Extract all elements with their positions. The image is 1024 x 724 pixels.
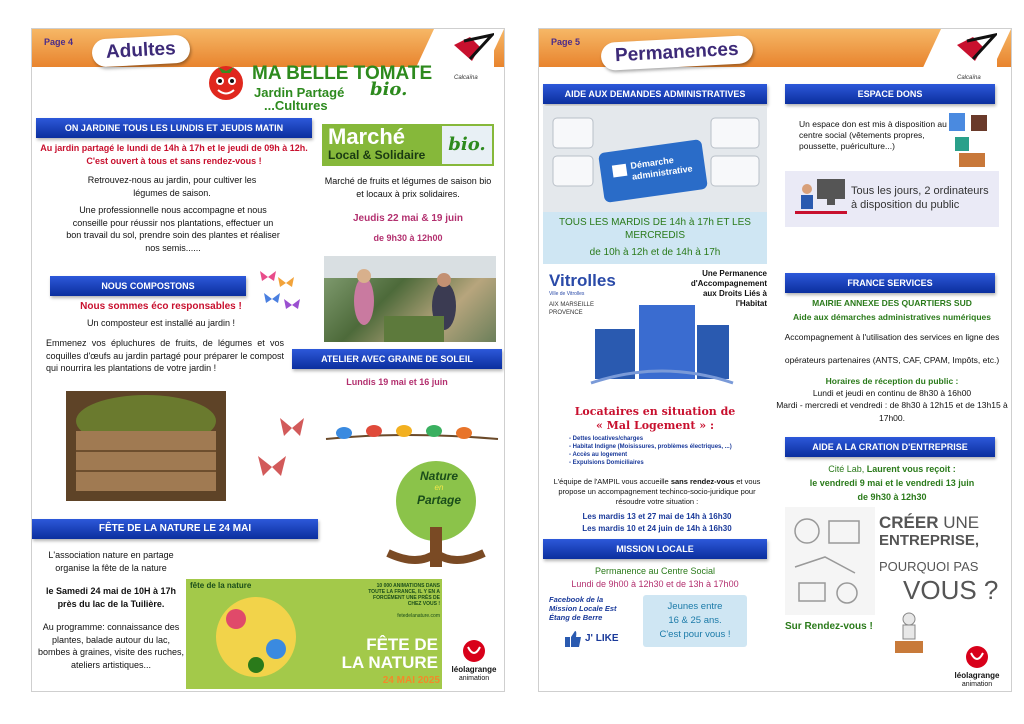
marche-logo-sub: Local & Solidaire [328,148,426,162]
atelier-dates: Lundis 19 mai et 16 juin [346,377,448,387]
logement-permanence: Une Permanence d'Accompagnement aux Droits Liés à l'Habitat [690,269,767,308]
headline-title: MA BELLE TOMATE [252,63,433,84]
marche-hours: de 9h30 à 12h00 [373,233,443,243]
fete-poster-title2: LA NATURE [341,653,438,672]
tomato-mascot-icon [202,59,250,103]
marche-desc: Marché de fruits et légumes de saison bio et locaux à prix solidaires. [324,176,492,199]
page-5 [538,28,1012,692]
computers-text: Tous les jours, 2 ordinateurs à disposition du public [851,185,989,211]
entreprise-line-1: Cité Lab, Laurent vous reçoit : [828,464,956,474]
mission-facebook-text: Facebook de la Mission Locale Est Étang de Berre [549,595,617,622]
france-horaires-2: Mardi - mercredi et vendredi : de 8h30 à 12h15 et de 13h15 à 17h00. [776,400,1008,423]
entreprise-img-line-4: VOUS ? [903,575,999,605]
france-aide: Aide aux démarches administratives numériques [793,312,991,322]
mission-bubble-3: C'est pour vous ! [659,629,731,640]
entreprise-rdv: Sur Rendez-vous ! [785,621,873,632]
ampil-text: L'équipe de l'AMPIL vous accueille sans rendez-vous et vous propose un accompagnement techinco-socio-juridique pour résoudre votre situation : [553,477,761,506]
logement-item: - Expulsions Domiciliaires [569,460,644,466]
butterfly-icon-2 [254,452,290,482]
calcaina-label: Calcaïna [957,75,981,81]
leo-logo-text-2: animation [458,675,490,682]
builder-figure-icon [891,611,927,655]
entreprise-header: AIDE A LA CRATION D'ENTREPRISE [785,437,995,457]
compost-title: Nous sommes éco responsables ! [80,301,242,312]
headline-cultures: ...Cultures [264,98,328,113]
jardin-para2: Une professionnelle nous accompagne et nous conseille pour réussir nos plantations, effectuer un bon travail du sol, prendre soin des plantes et réaliser nos semis...... [66,205,280,253]
computer-user-icon [791,175,849,225]
entreprise-img-line-1: CRÉER UNE [879,513,980,532]
jardin-open: C'est ouvert à tous et sans rendez-vous ! [86,156,262,166]
fete-poster-url: fetedelanature.com [397,613,440,619]
france-mairie: MAIRIE ANNEXE DES QUARTIERS SUD [812,298,972,308]
france-horaires-1: Lundi et jeudi en continu de 8h30 à 16h00 [812,388,972,398]
mission-bubble-1: Jeunes entre [667,601,723,612]
nature-logo-line2: en [434,483,444,492]
birds-on-branch-icon [324,413,500,447]
marche-logo-title: Marché [328,124,406,149]
france-horaires-title: Horaires de réception du public : [825,376,959,386]
page-number: Page 4 [44,37,74,47]
market-photo [324,256,496,342]
entreprise-line-2: le vendredi 9 mai et le vendredi 13 juin [809,478,975,488]
mission-line-2: Lundi de 9h00 à 12h30 et de 13h à 17h00 [571,579,739,589]
fete-header: FÊTE DE LA NATURE LE 24 MAI [32,519,318,539]
compost-photo [66,391,226,501]
logement-item: - Dettes locatives/charges [569,436,644,442]
admin-schedule-2: de 10h à 12h et de 14h à 17h [589,247,721,258]
marche-logo-bio: bio. [442,126,492,164]
leo-logo-text-1: léolagrange [954,671,1000,680]
fete-intro: L'association nature en partage organise la fête de la nature [48,550,174,573]
nature-logo-line3: Partage [416,493,462,507]
admin-schedule-1: TOUS LES MARDIS DE 14h à 17h ET LES MERCREDIS [559,217,751,241]
fete-poster-date: 24 MAI 2025 [382,675,440,686]
marche-dates: Jeudis 22 mai & 19 juin [352,213,464,224]
calcaina-logo [450,31,494,75]
dons-text: Un espace don est mis à disposition au centre social (vêtements propres, poussette, puériculture...) [799,119,947,151]
entreprise-line-3: de 9h30 à 12h30 [857,492,927,502]
fete-when: le Samedi 24 mai de 10H à 17h près du lac de la Tuilière. [45,586,177,609]
mission-like-text: J' LIKE [585,633,619,644]
calcaina-logo [953,31,997,75]
france-accomp-1: Accompagnement à l'utilisation des services en ligne des [784,332,1000,342]
marche-logo [322,124,494,166]
mission-line-1: Permanence au Centre Social [594,566,716,576]
fete-poster-small: 10 000 ANIMATIONS DANS TOUTE LA FRANCE, IL Y EN A FORCÉMENT UNE PRÈS DE CHEZ VOUS ! [368,583,440,607]
fete-poster [186,579,442,689]
mission-bubble-2: 16 & 25 ans. [668,615,722,626]
clothes-donation-icon [945,109,993,169]
page-number: Page 5 [551,37,581,47]
logement-title-2: « Mal Logement » : [595,419,715,432]
fete-poster-logo: fête de la nature [190,581,252,590]
logement-title-1: Locataires en situation de [574,405,736,418]
leo-logo-text-2: animation [961,681,993,688]
leo-logo-text-1: léolagrange [451,665,497,674]
mission-bubble [643,595,747,647]
france-accomp-2: opérateurs partenaires (ANTS, CAF, CPAM, Impôts, etc.) [784,355,1000,365]
sketch-doodles-image [785,507,875,615]
page-4 [31,28,505,692]
keyboard-photo [543,106,767,212]
entreprise-img-line-3: POURQUOI PAS [879,559,979,574]
section-tab-adultes: Adultes [91,34,190,67]
compost-header: NOUS COMPOSTONS [50,276,246,296]
fete-program: Au programme: connaissance des plantes, balade autour du lac, bombes à graines, visite des ruches, ateliers artistiques... [37,622,185,670]
keyboard-key-label: Démarche administrative [629,154,694,182]
calcaina-label: Calcaïna [454,75,478,81]
logement-item: - Accès au logement [569,452,628,458]
leo-lagrange-logo-icon [965,645,989,669]
butterfly-icon [276,414,308,442]
jardin-header: ON JARDINE TOUS LES LUNDIS ET JEUDIS MATIN [36,118,312,138]
fete-poster-title1: FÊTE DE [366,635,438,654]
nature-logo-line1: Nature [419,469,458,483]
logement-dates-2: Les mardis 10 et 24 juin de 14h à 16h30 [582,524,732,533]
entreprise-img-line-2: ENTREPRISE, [879,532,980,549]
vitrolles-logo: Vitrolles [549,271,616,290]
jardin-para1: Retrouvez-nous au jardin, pour cultiver les légumes de saison. [87,175,257,198]
logement-item: - Habitat Indigne (Moisissures, problèmes électriques, ...) [569,444,732,450]
jardin-schedule: Au jardin partagé le lundi de 14h à 17h et le jeudi de 09h à 12h. [40,143,308,153]
logement-items [569,435,769,467]
dons-header: ESPACE DONS [785,84,995,104]
headline-bio: bio. [370,79,408,100]
compost-para: Emmenez vos épluchures de fruits, de légumes et vos coquilles d'œufs au jardin partagé pour préparer le compost qui nourrira les plantations de votre jardin ! [46,338,284,373]
headline-jardin: Jardin Partagé [254,85,345,100]
building-icon [587,299,737,387]
admin-header: AIDE AUX DEMANDES ADMINISTRATIVES [543,84,767,104]
france-services-header: FRANCE SERVICES [785,273,995,293]
logement-dates-1: Les mardis 13 et 27 mai de 14h à 16h30 [582,512,732,521]
amp-logo: AIX MARSEILLE PROVENCE [549,302,595,316]
thumbs-up-icon [563,629,583,649]
vitrolles-sub: Ville de Vitrolles [549,291,585,297]
section-tab-permanences: Permanences [600,35,753,71]
compost-line: Un composteur est installé au jardin ! [86,318,236,328]
atelier-header: ATELIER AVEC GRAINE DE SOLEIL [292,349,502,369]
leo-lagrange-logo-icon [462,639,486,663]
mission-header: MISSION LOCALE [543,539,767,559]
